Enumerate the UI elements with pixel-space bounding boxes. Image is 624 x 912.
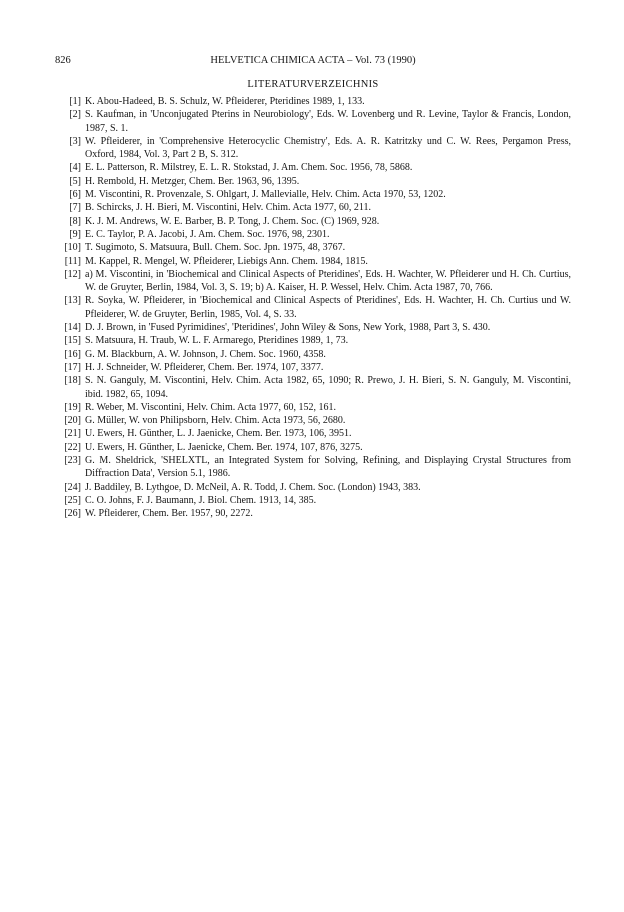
reference-number: [15]	[64, 335, 81, 347]
reference-text: G. M. Blackburn, A. W. Johnson, J. Chem. Soc. 1960, 4358.	[85, 348, 326, 360]
reference-text: R. Weber, M. Viscontini, Helv. Chim. Acta 1977, 60, 152, 161.	[85, 401, 337, 413]
reference-text: G. Müller, W. von Philipsborn, Helv. Chim. Acta 1973, 56, 2680.	[85, 415, 346, 427]
reference-number: [17]	[64, 361, 81, 373]
reference-number: [16]	[64, 348, 81, 360]
reference-number: [11]	[64, 255, 81, 267]
reference-text: H. Rembold, H. Metzger, Chem. Ber. 1963, 96, 1395.	[85, 175, 300, 187]
reference-number: [14]	[64, 322, 81, 334]
reference-item	[55, 401, 571, 414]
reference-text: D. J. Brown, in 'Fused Pyrimidines', 'Pteridines', John Wiley & Sons, New York, 1988, Part 3, S. 430.	[85, 322, 491, 334]
reference-text: M. Kappel, R. Mengel, W. Pfleiderer, Liebigs Ann. Chem. 1984, 1815.	[85, 255, 368, 267]
reference-item	[55, 507, 571, 520]
reference-text: K. Abou-Hadeed, B. S. Schulz, W. Pfleiderer, Pteridines 1989, 1, 133.	[85, 96, 365, 107]
reference-text: W. Pfleiderer, Chem. Ber. 1957, 90, 2272.	[85, 508, 253, 520]
reference-item	[55, 95, 571, 108]
reference-number: [7]	[69, 202, 81, 214]
reference-number: [9]	[69, 228, 81, 240]
reference-text: R. Soyka, W. Pfleiderer, in 'Biochemical and Clinical Aspects of Pteridines', Eds. H. Wachter, H. Ch. Curtius und W. Pfleiderer, W. de Gruyter, Berlin, 1985, Vol. 4, S. 33.	[85, 295, 571, 320]
reference-number: [22]	[64, 441, 81, 453]
reference-item	[55, 241, 571, 254]
reference-text: E. L. Patterson, R. Milstrey, E. L. R. Stokstad, J. Am. Chem. Soc. 1956, 78, 5868.	[85, 162, 413, 174]
reference-item	[55, 268, 571, 295]
reference-text: G. M. Sheldrick, 'SHELXTL, an Integrated System for Solving, Refining, and Displaying Crystal Structures from Diffraction Data', Version 5.1, 1986.	[85, 455, 571, 480]
reference-item	[55, 188, 571, 201]
section-title: LITERATURVERZEICHNIS	[247, 79, 379, 90]
reference-text: S. N. Ganguly, M. Viscontini, Helv. Chim. Acta 1982, 65, 1090; R. Prewo, J. H. Bieri, S. N. Ganguly, M. Viscontini, ibid. 1982, 65, 1094.	[85, 375, 571, 400]
reference-item	[55, 294, 571, 321]
reference-number: [4]	[69, 162, 81, 174]
running-head: HELVETICA CHIMICA ACTA – Vol. 73 (1990)	[210, 55, 416, 66]
reference-item	[55, 441, 571, 454]
reference-text: K. J. M. Andrews, W. E. Barber, B. P. Tong, J. Chem. Soc. (C) 1969, 928.	[85, 215, 380, 227]
reference-item	[55, 215, 571, 228]
reference-item	[55, 228, 571, 241]
reference-text: H. J. Schneider, W. Pfleiderer, Chem. Ber. 1974, 107, 3377.	[85, 361, 324, 373]
reference-number: [19]	[64, 401, 81, 413]
reference-item	[55, 334, 571, 347]
reference-number: [3]	[69, 135, 81, 147]
reference-number: [12]	[64, 268, 81, 280]
reference-text: J. Baddiley, B. Lythgoe, D. McNeil, A. R. Todd, J. Chem. Soc. (London) 1943, 383.	[85, 481, 421, 493]
reference-text: a) M. Viscontini, in 'Biochemical and Clinical Aspects of Pteridines', Eds. H. Wachter, W. Pfleiderer und H. Ch. Curtius, W. de Gruyter, Berlin, 1984, Vol. 3, S. 19; b) A. Kaiser, H. P. Wessel, Helv. Chim. Acta 1987, 70, 766.	[85, 268, 571, 294]
reference-number: [18]	[64, 375, 81, 387]
reference-number: [21]	[64, 428, 81, 440]
page-number: 826	[55, 55, 71, 66]
reference-list	[55, 95, 571, 521]
reference-number: [8]	[69, 215, 81, 227]
reference-text: T. Sugimoto, S. Matsuura, Bull. Chem. Soc. Jpn. 1975, 48, 3767.	[85, 242, 346, 254]
reference-number: [5]	[69, 175, 81, 187]
reference-item	[55, 135, 571, 162]
reference-number: [20]	[64, 415, 81, 427]
reference-text: C. O. Johns, F. J. Baumann, J. Biol. Chem. 1913, 14, 385.	[85, 494, 317, 506]
reference-number: [1]	[69, 96, 81, 107]
reference-item	[55, 321, 571, 334]
reference-item	[55, 374, 571, 401]
reference-item	[55, 175, 571, 188]
reference-item	[55, 481, 571, 494]
reference-number: [23]	[64, 455, 81, 467]
reference-text: S. Matsuura, H. Traub, W. L. F. Armarego, Pteridines 1989, 1, 73.	[85, 335, 349, 347]
reference-number: [2]	[69, 109, 81, 121]
reference-text: U. Ewers, H. Günther, L. Jaenicke, Chem. Ber. 1974, 107, 876, 3275.	[85, 441, 363, 453]
reference-number: [10]	[64, 242, 81, 254]
reference-item	[55, 255, 571, 268]
reference-text: U. Ewers, H. Günther, L. J. Jaenicke, Chem. Ber. 1973, 106, 3951.	[85, 428, 352, 440]
reference-number: [6]	[69, 189, 81, 201]
reference-number: [13]	[64, 295, 81, 307]
reference-item	[55, 108, 571, 135]
reference-number: [25]	[64, 494, 81, 506]
reference-item	[55, 494, 571, 507]
reference-text: M. Viscontini, R. Provenzale, S. Ohlgart, J. Mallevialle, Helv. Chim. Acta 1970, 53, 1202.	[85, 189, 446, 201]
reference-item	[55, 454, 571, 481]
reference-item	[55, 361, 571, 374]
reference-item	[55, 161, 571, 174]
reference-text: S. Kaufman, in 'Unconjugated Pterins in Neurobiology', Eds. W. Lovenberg und R. Levine, Taylor & Francis, London, 1987, S. 1.	[85, 109, 571, 134]
reference-item	[55, 414, 571, 427]
reference-number: [26]	[64, 508, 81, 520]
reference-number: [24]	[64, 481, 81, 493]
reference-item	[55, 427, 571, 440]
reference-item	[55, 348, 571, 361]
reference-text: E. C. Taylor, P. A. Jacobi, J. Am. Chem. Soc. 1976, 98, 2301.	[85, 228, 330, 240]
reference-item	[55, 201, 571, 214]
reference-text: B. Schircks, J. H. Bieri, M. Viscontini, Helv. Chim. Acta 1977, 60, 211.	[85, 202, 371, 214]
page-header	[55, 55, 621, 69]
reference-text: W. Pfleiderer, in 'Comprehensive Heterocyclic Chemistry', Eds. A. R. Katritzky und C. W. Rees, Pergamon Press, Oxford, 1984, Vol. 3, Part 2 B, S. 312.	[85, 135, 571, 161]
